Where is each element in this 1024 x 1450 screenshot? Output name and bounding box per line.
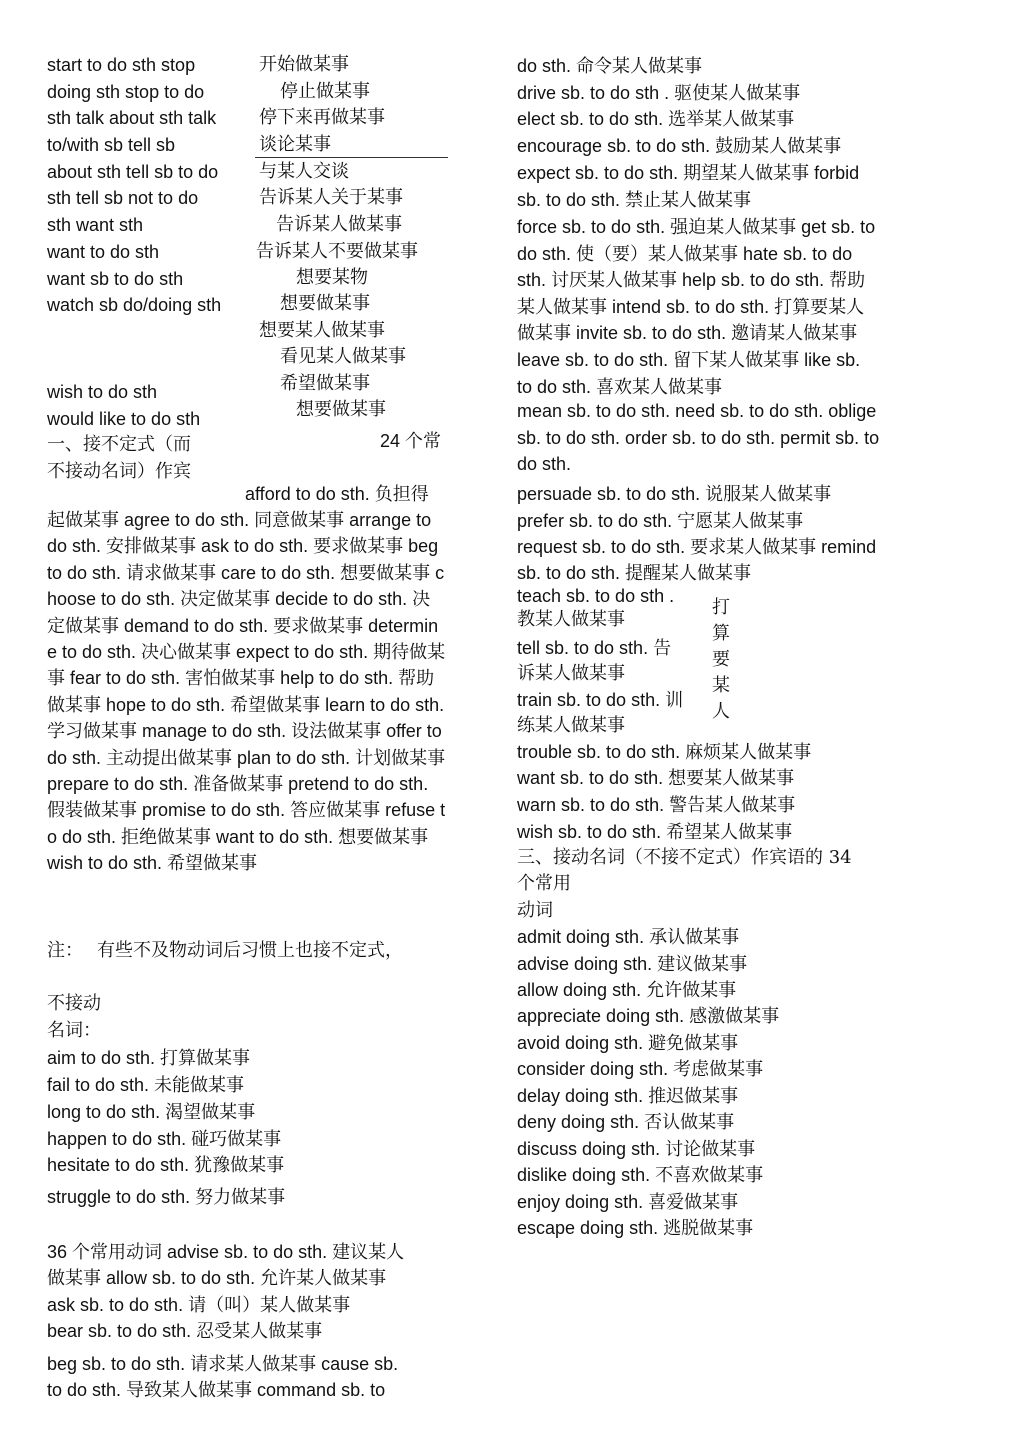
phrase-en-2: sth talk about sth talk <box>47 108 217 128</box>
phrase-en-6: sth want sth <box>47 215 144 235</box>
right-mid-0: persuade sb. to do sth. 说服某人做某事 <box>517 484 832 504</box>
gerund-item-7: deny doing sth. 否认做某事 <box>517 1112 735 1132</box>
right-mid-3: sb. to do sth. 提醒某人做某事 <box>517 563 752 583</box>
mean-line-2: do sth. <box>517 454 572 474</box>
afford-line: afford to do sth. 负担得 <box>245 484 429 504</box>
gerund-item-6: delay doing sth. 推迟做某事 <box>517 1086 739 1106</box>
gerund-item-5: consider doing sth. 考虑做某事 <box>517 1059 764 1079</box>
phrase-cn-0: 开始做某事 <box>259 54 349 75</box>
teach-line-5: 练某人做某事 <box>517 715 625 735</box>
phrase-cn-8: 想要某物 <box>296 267 368 288</box>
right-line-12: to do sth. 喜欢某人做某事 <box>517 377 723 397</box>
underline-rule <box>255 157 448 158</box>
mean-line-0: mean sb. to do sth. need sb. to do sth. oblige <box>517 401 877 421</box>
section1-verb-list: 起做某事 agree to do sth. 同意做某事 arrange to do sth. 安排做某事 ask to do sth. 要求做某事 beg to do sth. 请求做某事 care to do sth. 想要做某事 choose to do sth. 决定做某事 decide to do sth. 决定做某事 demand to do sth. 要求做某事 determine to do sth. 决心做某事 expect to do sth. 期待做某事 fear to do sth. 害怕做某事 help to do sth. 帮助做某事 hope to do sth. 希望做某事 learn to do sth. 学习做某事 manage to do sth. 设法做某事 offer to do sth. 主动提出做某事 plan to do sth. 计划做某事 prepare to do sth. 准备做某事 pretend to do sth. 假装做某事 promise to do sth. 答应做某事 refuse to do sth. 拒绝做某事 want to do sth. 想要做某事 wish to do sth. 希望做某事 <box>47 510 446 874</box>
phrase-cn-11: 看见某人做某事 <box>280 346 406 367</box>
vertical-char-2: 要 <box>712 649 730 670</box>
vertical-char-4: 人 <box>712 701 730 722</box>
right-line-3: encourage sb. to do sth. 鼓励某人做某事 <box>517 136 842 156</box>
mean-line-1: sb. to do sth. order sb. to do sth. permit sb. to <box>517 428 880 448</box>
wish-line-0: wish to do sth <box>47 382 158 402</box>
intransitive-item-3: happen to do sth. 碰巧做某事 <box>47 1129 282 1149</box>
right-line-5: sb. to do sth. 禁止某人做某事 <box>517 190 752 210</box>
teach-line-2: tell sb. to do sth. 告 <box>517 638 672 658</box>
phrase-cn-12: 希望做某事 <box>280 373 370 394</box>
section1-heading-line2: 不接动名词）作宾 <box>47 461 191 482</box>
phrase-cn-10: 想要某人做某事 <box>259 320 385 341</box>
right-line-6: force sb. to do sth. 强迫某人做某事 get sb. to <box>517 217 876 237</box>
gerund-item-10: enjoy doing sth. 喜爱做某事 <box>517 1192 739 1212</box>
right-line-2: elect sb. to do sth. 选举某人做某事 <box>517 109 795 129</box>
section2-line-3: bear sb. to do sth. 忍受某人做某事 <box>47 1321 323 1341</box>
section2-line-2: ask sb. to do sth. 请（叫）某人做某事 <box>47 1295 351 1315</box>
gerund-item-9: dislike doing sth. 不喜欢做某事 <box>517 1165 764 1185</box>
note-line3: 名词： <box>47 1020 101 1041</box>
right-line-11: leave sb. to do sth. 留下某人做某事 like sb. <box>517 350 861 370</box>
right-line-1: drive sb. to do sth . 驱使某人做某事 <box>517 83 801 103</box>
section3-heading-line3: 动词 <box>517 900 553 921</box>
section1-heading-line1: 一、接不定式（而 <box>47 434 191 455</box>
phrase-cn-3: 谈论某事 <box>259 134 331 155</box>
right-after-1: want sb. to do sth. 想要某人做某事 <box>517 768 795 788</box>
gerund-item-4: avoid doing sth. 避免做某事 <box>517 1033 739 1053</box>
gerund-item-0: admit doing sth. 承认做某事 <box>517 927 740 947</box>
phrase-cn-6: 告诉某人做某事 <box>276 214 402 235</box>
note-text: 有些不及物动词后习惯上也接不定式， <box>97 940 403 961</box>
teach-line-4: train sb. to do sth. 训 <box>517 690 684 710</box>
right-mid-2: request sb. to do sth. 要求某人做某事 remind <box>517 537 877 557</box>
intransitive-item-1: fail to do sth. 未能做某事 <box>47 1075 245 1095</box>
phrase-cn-1: 停止做某事 <box>280 81 370 102</box>
section2-line-0: 36 个常用动词 advise sb. to do sth. 建议某人 <box>47 1242 405 1262</box>
right-line-7: do sth. 使（要）某人做某事 hate sb. to do <box>517 244 853 264</box>
phrase-en-4: about sth tell sb to do <box>47 162 219 182</box>
right-after-0: trouble sb. to do sth. 麻烦某人做某事 <box>517 742 812 762</box>
section1-count: 24 个常 <box>380 431 442 451</box>
phrase-en-3: to/with sb tell sb <box>47 135 176 155</box>
right-line-10: 做某事 invite sb. to do sth. 邀请某人做某事 <box>517 323 858 343</box>
right-line-0: do sth. 命令某人做某事 <box>517 56 703 76</box>
right-after-2: warn sb. to do sth. 警告某人做某事 <box>517 795 796 815</box>
phrase-en-1: doing sth stop to do <box>47 82 205 102</box>
section3-heading-line1: 三、接动名词（不接不定式）作宾语的 34 <box>517 847 852 868</box>
intransitive-item-5: struggle to do sth. 努力做某事 <box>47 1187 286 1207</box>
right-line-9: 某人做某事 intend sb. to do sth. 打算要某人 <box>517 297 865 317</box>
right-line-4: expect sb. to do sth. 期望某人做某事 forbid <box>517 163 860 183</box>
gerund-item-11: escape doing sth. 逃脱做某事 <box>517 1218 754 1238</box>
section2-line-1: 做某事 allow sb. to do sth. 允许某人做某事 <box>47 1268 387 1288</box>
phrase-cn-13: 想要做某事 <box>296 399 386 420</box>
intransitive-item-4: hesitate to do sth. 犹豫做某事 <box>47 1155 285 1175</box>
wish-line-1: would like to do sth <box>47 409 201 429</box>
phrase-en-5: sth tell sb not to do <box>47 188 199 208</box>
right-after-3: wish sb. to do sth. 希望某人做某事 <box>517 822 793 842</box>
phrase-cn-2: 停下来再做某事 <box>259 107 385 128</box>
teach-line-3: 诉某人做某事 <box>517 663 625 683</box>
gerund-item-3: appreciate doing sth. 感激做某事 <box>517 1006 780 1026</box>
intransitive-item-0: aim to do sth. 打算做某事 <box>47 1048 251 1068</box>
phrase-en-7: want to do sth <box>47 242 160 262</box>
section3-heading-line2: 个常用 <box>517 873 571 894</box>
right-line-8: sth. 讨厌某人做某事 help sb. to do sth. 帮助 <box>517 270 866 290</box>
note-line2: 不接动 <box>47 993 101 1014</box>
vertical-char-3: 某 <box>712 675 730 696</box>
gerund-item-2: allow doing sth. 允许做某事 <box>517 980 737 1000</box>
phrase-cn-7: 告诉某人不要做某事 <box>256 241 418 262</box>
vertical-char-1: 算 <box>712 623 730 644</box>
phrase-en-0: start to do sth stop <box>47 55 196 75</box>
teach-line-1: 教某人做某事 <box>517 609 625 629</box>
phrase-en-8: want sb to do sth <box>47 269 184 289</box>
gerund-item-8: discuss doing sth. 讨论做某事 <box>517 1139 756 1159</box>
gerund-item-1: advise doing sth. 建议做某事 <box>517 954 748 974</box>
phrase-cn-5: 告诉某人关于某事 <box>259 187 403 208</box>
phrase-en-9: watch sb do/doing sth <box>47 295 222 315</box>
teach-line-0: teach sb. to do sth . <box>517 586 675 606</box>
phrase-cn-9: 想要做某事 <box>280 293 370 314</box>
note-label: 注： <box>47 940 83 961</box>
intransitive-item-2: long to do sth. 渴望做某事 <box>47 1102 256 1122</box>
section2-line-5: to do sth. 导致某人做某事 command sb. to <box>47 1380 386 1400</box>
phrase-cn-4: 与某人交谈 <box>259 161 349 182</box>
right-mid-1: prefer sb. to do sth. 宁愿某人做某事 <box>517 511 804 531</box>
section2-line-4: beg sb. to do sth. 请求某人做某事 cause sb. <box>47 1354 399 1374</box>
vertical-char-0: 打 <box>712 597 730 618</box>
